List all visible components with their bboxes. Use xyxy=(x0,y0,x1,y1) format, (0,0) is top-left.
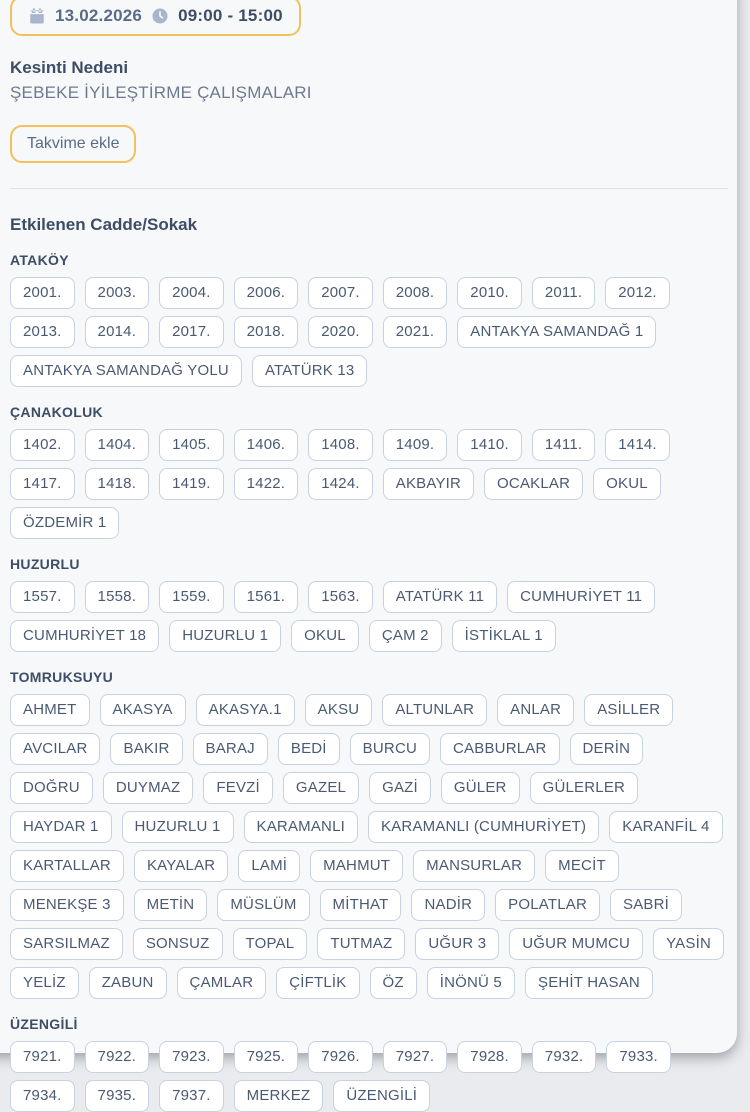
street-chip: MERKEZ xyxy=(234,1080,324,1112)
district-name: ATAKÖY xyxy=(10,252,69,268)
district-name: ÇANAKOLUK xyxy=(10,404,103,420)
street-chip: ÇAMLAR xyxy=(177,967,267,999)
street-chip: KAYALAR xyxy=(134,850,228,882)
street-chip: 2010. xyxy=(457,277,522,309)
street-chip: AVCILAR xyxy=(10,733,100,765)
street-chip: 7926. xyxy=(308,1041,373,1073)
street-chip: 1402. xyxy=(10,429,75,461)
street-chip: ZABUN xyxy=(89,967,167,999)
street-chip: LAMİ xyxy=(238,850,300,882)
street-chip: UĞUR 3 xyxy=(415,928,499,960)
street-chip: TUTMAZ xyxy=(317,928,405,960)
street-chip: OCAKLAR xyxy=(484,468,583,500)
street-chip: DERİN xyxy=(570,733,644,765)
clock-icon xyxy=(151,7,169,25)
street-chip: 7925. xyxy=(234,1041,299,1073)
street-chip: 7934. xyxy=(10,1080,75,1112)
street-chip: 2013. xyxy=(10,316,75,348)
street-chip-list xyxy=(10,581,730,652)
street-chip: BAKIR xyxy=(110,733,182,765)
street-chip: MAHMUT xyxy=(310,850,403,882)
street-groups xyxy=(10,252,715,1112)
street-chip: 1559. xyxy=(159,581,224,613)
street-chip: 2001. xyxy=(10,277,75,309)
street-chip: 2004. xyxy=(159,277,224,309)
affected-streets-title: Etkilenen Cadde/Sokak xyxy=(10,215,198,234)
street-chip-list xyxy=(10,277,730,387)
street-group xyxy=(10,252,715,387)
street-chip: BARAJ xyxy=(193,733,268,765)
street-chip: MECİT xyxy=(545,850,619,882)
street-chip: 1561. xyxy=(234,581,299,613)
street-chip: MANSURLAR xyxy=(413,850,535,882)
street-chip: İSTİKLAL 1 xyxy=(452,620,556,652)
reason-value: ŞEBEKE İYİLEŞTİRME ÇALIŞMALARI xyxy=(10,83,312,102)
street-chip: 1409. xyxy=(383,429,448,461)
street-chip: METİN xyxy=(134,889,208,921)
street-chip: AHMET xyxy=(10,694,90,726)
street-chip: FEVZİ xyxy=(203,772,273,804)
street-chip: AKBAYIR xyxy=(383,468,474,500)
street-chip: ATATÜRK 13 xyxy=(252,355,368,387)
street-chip: 7933. xyxy=(606,1041,671,1073)
street-chip: GAZİ xyxy=(369,772,431,804)
street-chip: KARANFİL 4 xyxy=(609,811,722,843)
street-chip: CABBURLAR xyxy=(440,733,560,765)
street-chip: KARAMANLI (CUMHURİYET) xyxy=(368,811,599,843)
street-chip: YELİZ xyxy=(10,967,79,999)
street-chip: SABRİ xyxy=(610,889,682,921)
street-chip: ALTUNLAR xyxy=(382,694,487,726)
street-chip: 2012. xyxy=(605,277,670,309)
street-chip: 2020. xyxy=(308,316,373,348)
street-chip: GÜLER xyxy=(441,772,520,804)
street-chip: ÇAM 2 xyxy=(369,620,442,652)
street-chip: 1405. xyxy=(159,429,224,461)
street-chip: BEDİ xyxy=(278,733,340,765)
street-chip: 2014. xyxy=(85,316,150,348)
street-chip: ATATÜRK 11 xyxy=(383,581,497,613)
street-chip: BURCU xyxy=(350,733,430,765)
street-chip: 1404. xyxy=(85,429,150,461)
street-chip: ANLAR xyxy=(497,694,574,726)
street-chip: NADİR xyxy=(411,889,485,921)
street-chip: ÜZENGİLİ xyxy=(333,1080,430,1112)
street-chip: 1422. xyxy=(234,468,299,500)
street-chip: 1410. xyxy=(457,429,522,461)
street-chip-list xyxy=(10,429,730,539)
divider xyxy=(10,188,728,189)
street-chip: 2007. xyxy=(308,277,373,309)
street-group xyxy=(10,404,715,539)
district-name: TOMRUKSUYU xyxy=(10,669,114,685)
street-chip: İNÖNÜ 5 xyxy=(427,967,515,999)
street-chip: 1424. xyxy=(308,468,373,500)
street-chip: HAYDAR 1 xyxy=(10,811,112,843)
reason-label: Kesinti Nedeni xyxy=(10,58,129,77)
street-chip: 1557. xyxy=(10,581,75,613)
street-chip: 7921. xyxy=(10,1041,75,1073)
street-chip: 2017. xyxy=(159,316,224,348)
street-chip: 1558. xyxy=(85,581,150,613)
street-chip: ANTAKYA SAMANDAĞ YOLU xyxy=(10,355,242,387)
street-chip-list xyxy=(10,1041,730,1112)
street-chip: ŞEHİT HASAN xyxy=(525,967,653,999)
street-chip: 1563. xyxy=(308,581,373,613)
street-chip: 7928. xyxy=(457,1041,522,1073)
street-chip: MİTHAT xyxy=(320,889,402,921)
street-chip: ÖZDEMİR 1 xyxy=(10,507,119,539)
street-chip: AKASYA.1 xyxy=(196,694,295,726)
street-group xyxy=(10,669,715,999)
street-chip: ÖZ xyxy=(370,967,417,999)
street-group xyxy=(10,556,715,652)
street-chip: UĞUR MUMCU xyxy=(509,928,643,960)
street-chip: ÇİFTLİK xyxy=(276,967,359,999)
street-chip: 1417. xyxy=(10,468,75,500)
street-chip-list xyxy=(10,694,730,999)
street-chip: 1419. xyxy=(159,468,224,500)
street-chip: HUZURLU 1 xyxy=(169,620,281,652)
street-chip: CUMHURİYET 11 xyxy=(507,581,655,613)
street-chip: DUYMAZ xyxy=(103,772,194,804)
street-chip: TOPAL xyxy=(233,928,308,960)
street-chip: AKSU xyxy=(305,694,373,726)
street-chip: 2006. xyxy=(234,277,299,309)
street-chip: KARAMANLI xyxy=(244,811,359,843)
street-chip: 1411. xyxy=(532,429,595,461)
street-chip: 1406. xyxy=(234,429,299,461)
street-chip: 2011. xyxy=(532,277,595,309)
street-chip: 7923. xyxy=(159,1041,224,1073)
street-chip: HUZURLU 1 xyxy=(122,811,234,843)
street-chip: 2021. xyxy=(383,316,448,348)
street-chip: ASİLLER xyxy=(584,694,673,726)
street-chip: 7922. xyxy=(85,1041,150,1073)
street-chip: 7927. xyxy=(383,1041,448,1073)
street-chip: AKASYA xyxy=(100,694,186,726)
street-chip: 1414. xyxy=(605,429,670,461)
calendar-icon xyxy=(28,7,46,25)
add-to-calendar-button[interactable]: Takvime ekle xyxy=(10,125,136,163)
street-group xyxy=(10,1016,715,1112)
date-time-badge xyxy=(10,0,301,36)
street-chip: OKUL xyxy=(593,468,661,500)
street-chip: GAZEL xyxy=(283,772,359,804)
street-chip: 1418. xyxy=(85,468,150,500)
street-chip: YASİN xyxy=(653,928,724,960)
street-chip: 7937. xyxy=(159,1080,224,1112)
street-chip: KARTALLAR xyxy=(10,850,124,882)
street-chip: SARSILMAZ xyxy=(10,928,123,960)
street-chip: 7935. xyxy=(85,1080,150,1112)
district-name: ÜZENGİLİ xyxy=(10,1016,78,1032)
street-chip: MENEKŞE 3 xyxy=(10,889,124,921)
street-chip: 2018. xyxy=(234,316,299,348)
street-chip: 2008. xyxy=(383,277,448,309)
street-chip: GÜLERLER xyxy=(530,772,638,804)
street-chip: 2003. xyxy=(85,277,150,309)
street-chip: OKUL xyxy=(291,620,359,652)
outage-date: 13.02.2026 xyxy=(55,6,143,25)
street-chip: MÜSLÜM xyxy=(217,889,309,921)
outage-time-range: 09:00 - 15:00 xyxy=(178,6,283,25)
street-chip: CUMHURİYET 18 xyxy=(10,620,159,652)
street-chip: SONSUZ xyxy=(133,928,223,960)
street-chip: 1408. xyxy=(308,429,373,461)
street-chip: 7932. xyxy=(532,1041,597,1073)
street-chip: POLATLAR xyxy=(495,889,600,921)
street-chip: ANTAKYA SAMANDAĞ 1 xyxy=(457,316,656,348)
district-name: HUZURLU xyxy=(10,556,80,572)
street-chip: DOĞRU xyxy=(10,772,93,804)
